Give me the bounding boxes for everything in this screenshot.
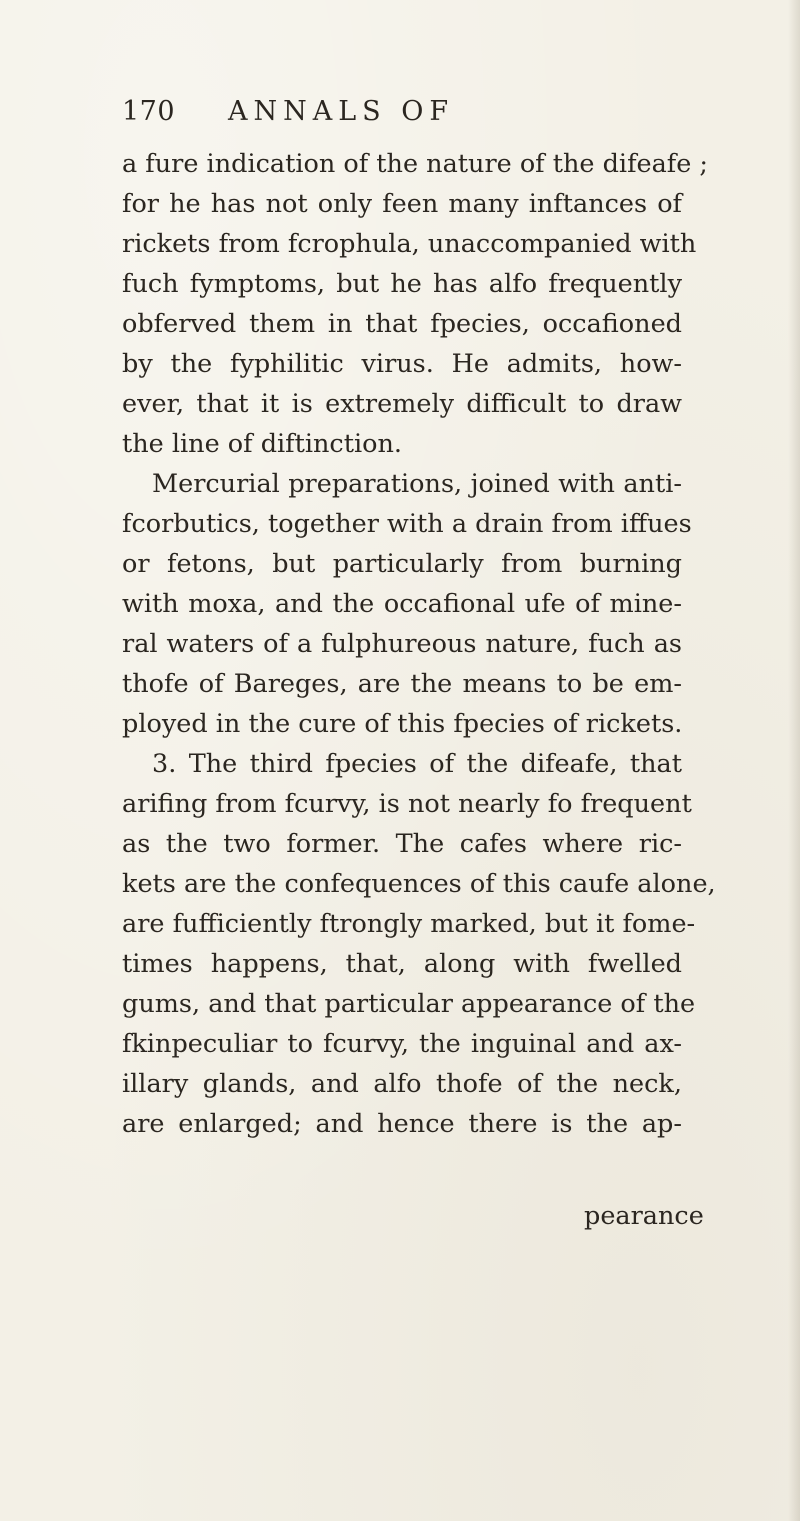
- text-line: ral waters of a fulphureous nature, fuch as: [122, 629, 682, 659]
- catchword: pearance: [584, 1201, 704, 1231]
- text-line: gums, and that particular appearance of the: [122, 989, 696, 1019]
- text-line: times happens, that, along with fwelled: [122, 949, 682, 979]
- page-edge-shadow: [788, 0, 800, 1521]
- body-text: [122, 144, 716, 1144]
- text-line: fuch fymptoms, but he has alfo frequently: [122, 269, 682, 299]
- text-line: thofe of Bareges, are the means to be em-: [122, 669, 682, 699]
- text-line: a fure indication of the nature of the difeafe ;: [122, 149, 709, 179]
- page-number: 170: [122, 96, 176, 127]
- text-line: are enlarged; and hence there is the ap-: [122, 1109, 682, 1139]
- paragraph-start-line: 3. The third fpecies of the difeafe, that: [152, 749, 682, 779]
- text-line: or fetons, but particularly from burning: [122, 549, 682, 579]
- text-line: kets are the confequences of this caufe alone,: [122, 869, 716, 899]
- text-line: arifing from fcurvy, is not nearly fo frequent: [122, 789, 692, 819]
- paragraph-start-line: Mercurial preparations, joined with anti-: [152, 469, 682, 499]
- text-line: illary glands, and alfo thofe of the neck,: [122, 1069, 682, 1099]
- text-line: fcorbutics, together with a drain from iffues: [122, 509, 692, 539]
- text-line: fkinpeculiar to fcurvy, the inguinal and ax-: [122, 1029, 682, 1059]
- text-line: as the two former. The cafes where ric-: [122, 829, 682, 859]
- running-head: [122, 96, 682, 136]
- text-line: by the fyphilitic virus. He admits, how-: [122, 349, 682, 379]
- text-line: obferved them in that fpecies, occafioned: [122, 309, 682, 339]
- text-line: ever, that it is extremely difficult to draw: [122, 389, 682, 419]
- running-title: ANNALS OF: [228, 96, 455, 127]
- text-line: the line of diftinction.: [122, 429, 403, 459]
- text-line: are fufficiently ftrongly marked, but it fome-: [122, 909, 696, 939]
- text-line: with moxa, and the occafional ufe of mine-: [122, 589, 682, 619]
- text-line: for he has not only feen many inftances of: [122, 189, 682, 219]
- text-line: ployed in the cure of this fpecies of rickets.: [122, 709, 683, 739]
- text-line: rickets from fcrophula, unaccompanied with: [122, 229, 697, 259]
